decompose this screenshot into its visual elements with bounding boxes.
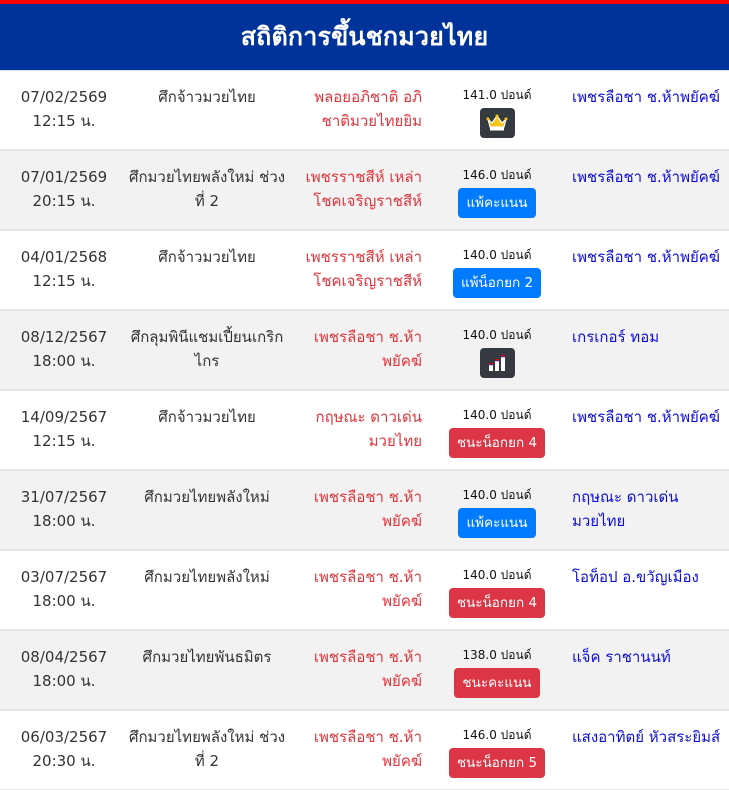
- result-badge[interactable]: ชนะน็อกยก 4: [449, 428, 545, 458]
- red-corner-fighter[interactable]: กฤษณะ ดาวเด่นมวยไทย: [315, 408, 422, 450]
- fight-date: 31/07/2567: [20, 488, 108, 506]
- fight-time: 12:15 น.: [32, 112, 96, 130]
- fight-datetime: [0, 165, 128, 213]
- event-name: ศึกลุมพินีแชมเปี้ยนเกริกไกร: [130, 328, 284, 370]
- red-corner-fighter[interactable]: พลอยอภิชาติ อภิชาติมวยไทยยิม: [314, 88, 422, 130]
- weight-class: 146.0 ปอนด์: [462, 168, 532, 182]
- result-badge[interactable]: [480, 108, 515, 138]
- event-name: ศึกมวยไทยพลังใหม่ ช่วงที่ 2: [128, 168, 286, 210]
- table-row: [0, 151, 729, 231]
- weight-class: 141.0 ปอนด์: [462, 88, 532, 102]
- table-row: [0, 711, 729, 790]
- fight-date: 14/09/2567: [20, 408, 108, 426]
- result-badge[interactable]: แพ้คะแนน: [458, 508, 535, 538]
- fight-result: [422, 405, 572, 458]
- fight-result: [422, 165, 572, 218]
- fight-time: 18:00 น.: [32, 672, 96, 690]
- table-row: [0, 231, 729, 311]
- fight-datetime: [0, 485, 128, 533]
- page-title: สถิติการขึ้นชกมวยไทย: [240, 22, 489, 51]
- blue-corner-fighter[interactable]: เพชรลือชา ช.ห้าพยัคฆ์: [572, 168, 720, 186]
- fight-date: 07/02/2569: [20, 88, 108, 106]
- fight-time: 20:15 น.: [32, 192, 96, 210]
- fight-record-table: [0, 70, 729, 790]
- fight-time: 12:15 น.: [32, 432, 96, 450]
- fight-datetime: [0, 645, 128, 693]
- fight-date: 08/04/2567: [20, 648, 108, 666]
- event-name: ศึกมวยไทยพลังใหม่ ช่วงที่ 2: [128, 728, 286, 770]
- fight-result: [422, 85, 572, 138]
- fight-time: 12:15 น.: [32, 272, 96, 290]
- red-corner-fighter[interactable]: เพชรลือชา ช.ห้าพยัคฆ์: [313, 488, 422, 530]
- blue-corner-fighter[interactable]: เพชรลือชา ช.ห้าพยัคฆ์: [572, 408, 720, 426]
- fight-datetime: [0, 325, 128, 373]
- weight-class: 138.0 ปอนด์: [462, 648, 532, 662]
- result-badge[interactable]: ชนะน็อกยก 4: [449, 588, 545, 618]
- event-name: ศึกจ้าวมวยไทย: [158, 408, 256, 426]
- weight-class: 140.0 ปอนด์: [462, 328, 532, 342]
- fight-result: [422, 565, 572, 618]
- fight-result: [422, 485, 572, 538]
- red-corner-fighter[interactable]: เพชรลือชา ช.ห้าพยัคฆ์: [313, 648, 422, 690]
- red-corner-fighter[interactable]: เพชรลือชา ช.ห้าพยัคฆ์: [313, 728, 422, 770]
- weight-class: 140.0 ปอนด์: [462, 568, 532, 582]
- fight-datetime: [0, 725, 128, 773]
- event-name: ศึกมวยไทยพันธมิตร: [142, 648, 272, 666]
- event-name: ศึกจ้าวมวยไทย: [158, 248, 256, 266]
- blue-corner-fighter[interactable]: กฤษณะ ดาวเด่นมวยไทย: [572, 488, 679, 530]
- fight-date: 06/03/2567: [20, 728, 108, 746]
- weight-class: 140.0 ปอนด์: [462, 488, 532, 502]
- blue-corner-fighter[interactable]: เกรเกอร์ ทอม: [572, 328, 660, 346]
- table-row: [0, 631, 729, 711]
- event-name: ศึกจ้าวมวยไทย: [158, 88, 256, 106]
- table-row: [0, 551, 729, 631]
- blue-corner-fighter[interactable]: แจ็ค ราชานนท์: [572, 648, 671, 666]
- red-corner-fighter[interactable]: เพชรราชสีห์ เหล่าโชคเจริญราชสีห์: [305, 168, 422, 210]
- bar-chart-icon: [488, 354, 506, 372]
- fight-result: [422, 325, 572, 378]
- result-badge[interactable]: ชนะคะแนน: [454, 668, 539, 698]
- fight-result: [422, 725, 572, 778]
- weight-class: 140.0 ปอนด์: [462, 248, 532, 262]
- fight-date: 04/01/2568: [20, 248, 108, 266]
- red-corner-fighter[interactable]: เพชรลือชา ช.ห้าพยัคฆ์: [313, 328, 422, 370]
- fight-result: [422, 245, 572, 298]
- page-header: [0, 4, 729, 70]
- table-row: [0, 71, 729, 151]
- blue-corner-fighter[interactable]: โอท็อป อ.ขวัญเมือง: [572, 568, 699, 586]
- fight-date: 08/12/2567: [20, 328, 108, 346]
- table-row: [0, 391, 729, 471]
- fight-date: 03/07/2567: [20, 568, 108, 586]
- event-name: ศึกมวยไทยพลังใหม่: [144, 568, 270, 586]
- fight-datetime: [0, 85, 128, 133]
- fight-datetime: [0, 245, 128, 293]
- red-corner-fighter[interactable]: เพชรราชสีห์ เหล่าโชคเจริญราชสีห์: [305, 248, 422, 290]
- table-row: [0, 311, 729, 391]
- fight-result: [422, 645, 572, 698]
- result-badge[interactable]: ชนะน็อกยก 5: [449, 748, 545, 778]
- fight-datetime: [0, 405, 128, 453]
- event-name: ศึกมวยไทยพลังใหม่: [144, 488, 270, 506]
- fight-time: 20:30 น.: [32, 752, 96, 770]
- fight-datetime: [0, 565, 128, 613]
- result-badge[interactable]: [480, 348, 515, 378]
- fight-date: 07/01/2569: [20, 168, 108, 186]
- table-row: [0, 471, 729, 551]
- fight-time: 18:00 น.: [32, 352, 96, 370]
- fight-time: 18:00 น.: [32, 512, 96, 530]
- weight-class: 146.0 ปอนด์: [462, 728, 532, 742]
- crown-icon: [486, 114, 508, 132]
- blue-corner-fighter[interactable]: เพชรลือชา ช.ห้าพยัคฆ์: [572, 248, 720, 266]
- blue-corner-fighter[interactable]: เพชรลือชา ช.ห้าพยัคฆ์: [572, 88, 720, 106]
- result-badge[interactable]: แพ้น็อกยก 2: [453, 268, 541, 298]
- result-badge[interactable]: แพ้คะแนน: [458, 188, 535, 218]
- weight-class: 140.0 ปอนด์: [462, 408, 532, 422]
- blue-corner-fighter[interactable]: แสงอาทิตย์ หัวสระยิมส์: [572, 728, 721, 746]
- fight-time: 18:00 น.: [32, 592, 96, 610]
- red-corner-fighter[interactable]: เพชรลือชา ช.ห้าพยัคฆ์: [313, 568, 422, 610]
